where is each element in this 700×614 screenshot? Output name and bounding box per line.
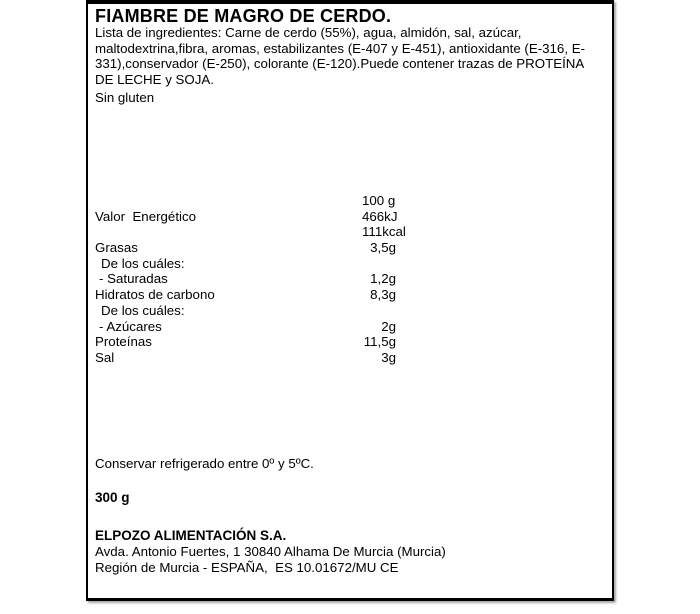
nutrition-header-row [95, 193, 408, 209]
nutrition-value: 2g [381, 318, 396, 334]
nutrition-label: Grasas [95, 240, 138, 256]
manufacturer-address-line1: Avda. Antonio Fuertes, 1 30840 Alhama De Murcia (Murcia) [95, 544, 446, 560]
nutrition-row-energy-kcal [95, 224, 408, 240]
nutrition-row-energy-kj [95, 209, 408, 225]
manufacturer-name: ELPOZO ALIMENTACIÓN S.A. [95, 528, 287, 543]
ingredients-text: Lista de ingredientes: Carne de cerdo (55%), agua, almidón, sal, azúcar, maltodextrina,fibra, aromas, estabilizantes (E-407 y E-451), antioxidante (E-316, E-331),conservador (E-250), colorante (E-120).Puede contener trazas de PROTEÍNA DE LECHE y SOJA. [95, 25, 588, 87]
nutrition-value: 8,3g [370, 287, 396, 303]
manufacturer-block [95, 528, 446, 577]
nutrition-label: Sal [95, 349, 115, 365]
nutrition-value: 11,5g [363, 334, 396, 350]
product-label [86, 0, 614, 601]
nutrition-label: - Azúcares [99, 318, 162, 334]
net-weight: 300 g [95, 490, 130, 505]
nutrition-row-of-which-fat [95, 256, 408, 272]
nutrition-label: Proteínas [95, 334, 152, 350]
nutrition-value: 111kcal [362, 224, 406, 240]
nutrition-value: 1,2g [370, 271, 396, 287]
nutrition-row-saturates [95, 271, 408, 287]
nutrition-label: Hidratos de carbono [95, 287, 215, 303]
gluten-free-note: Sin gluten [95, 90, 155, 105]
nutrition-row-salt [95, 350, 408, 366]
nutrition-header-spacer [95, 193, 362, 209]
nutrition-row-carbohydrates [95, 287, 408, 303]
nutrition-value: 466kJ [362, 208, 398, 224]
nutrition-label: De los cuáles: [101, 302, 185, 318]
nutrition-row-fat [95, 240, 408, 256]
nutrition-value: 3,5g [370, 240, 396, 256]
nutrition-label: De los cuáles: [101, 255, 185, 271]
nutrition-label [95, 224, 362, 240]
nutrition-value: 3g [381, 349, 396, 365]
nutrition-row-protein [95, 334, 408, 350]
storage-instructions: Conservar refrigerado entre 0º y 5ºC. [95, 456, 314, 471]
manufacturer-address-line2: Región de Murcia - ESPAÑA, ES 10.01672/MU CE [95, 560, 399, 576]
product-title: FIAMBRE DE MAGRO DE CERDO. [95, 6, 392, 26]
nutrition-value [362, 256, 408, 272]
nutrition-value [362, 303, 408, 319]
nutrition-column-header: 100 g [362, 193, 396, 208]
nutrition-table [95, 193, 408, 366]
nutrition-label: Valor Energético [95, 208, 197, 224]
nutrition-row-of-which-carbs [95, 303, 408, 319]
nutrition-row-sugars [95, 319, 408, 335]
nutrition-label: - Saturadas [99, 271, 168, 287]
